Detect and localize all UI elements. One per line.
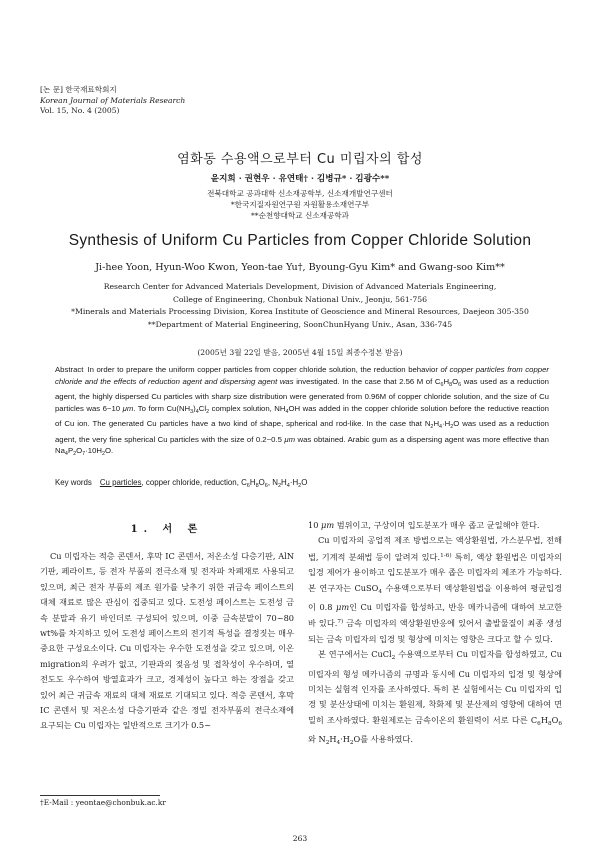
text: Cu 미립자의 공업적 제조 방법으로는 액상환원법, 가스분무법, 전해법, 기계적 분쇄법 등이 알려져 있다. [308,535,562,562]
unit-micrometer: μm [321,520,335,530]
subscript: 2 [206,408,210,415]
english-authors: Ji-hee Yoon, Hyun-Woo Kwon, Yeon-tae Yu†, Byoung-Gyu Kim* and Gwang-soo Kim** [95,262,505,273]
keywords-text: , N [267,478,278,487]
subscript: 4 [195,408,199,415]
subscript: 4 [286,483,290,489]
subscript: 6 [558,720,562,727]
subscript: 2 [73,451,77,457]
korean-authors: 윤지희 · 권현우 · 유연태† · 김병규* · 김광수** [210,174,390,184]
subscript: 4 [285,408,289,415]
citation: 1-6) [440,552,452,559]
text: O [551,714,559,725]
text: 수용액으로부터 액상환원법을 이용하여 평균입경이 0.8 [308,582,562,613]
unit-micrometer: μm [284,434,296,444]
abstract-text: O [452,376,459,386]
paragraph [308,647,562,751]
subscript: 2 [391,655,396,662]
journal-header [40,85,185,117]
keywords [55,478,549,489]
text: H [329,734,337,745]
abstract-text: was obtained. Arabic gum as a dispersing agent was more effective than Na [55,434,549,455]
journal-name-kr: [논 문] 한국재료학회지 [40,85,117,94]
korean-affiliation-3: **순천향대학교 신소재공학과 [250,211,350,220]
text: 금속 미립자의 액상환원반응에 있어서 출발물질이 최종 생성되는 금속 미립자의 입경 및 형상에 미치는 영향은 크다고 할 수 있다. [308,618,562,644]
subscript: 4 [336,740,341,747]
text: 본 연구에서는 CuCl [318,649,392,660]
abstract-label: Abstract [55,365,84,374]
footnote-email: †E-Mail : yeontae@chonbuk.ac.kr [40,798,166,807]
keywords-text: ·H [289,478,299,487]
abstract-text: ·10H [85,446,102,455]
unit-micrometer: μm [122,403,134,413]
text: 수용액으로부터 Cu 미립자를 합성하였고, Cu 미립자의 형성 메카니즘의 규명과 동시에 Cu 미립자의 입경 및 형상에 미치는 실험적 인자를 조사하였다. 특히 본 실험에서는 Cu 미립자의 입경 및 분산상태에 미치는 환원제, 착화제 및 분산제의 영향에 대하여 면밀히 조사하였다. 환원제로는 금속이온의 환원력이 서로 다른 C [308,649,562,725]
subscript: 2 [430,424,434,430]
subscript: 3 [190,408,194,415]
subscript: 2 [450,424,454,430]
text: 와 N [308,734,326,745]
abstract-text: complex solution, NH [209,403,286,413]
abstract-text: Cl [198,403,207,413]
korean-affiliations [0,188,600,221]
page-number: 263 [292,834,308,843]
journal-volume: Vol. 15, No. 4 (2005) [40,106,120,115]
subscript: 4 [64,451,68,457]
abstract-text: ) [193,403,196,413]
subscript: 8 [449,381,453,388]
text: ·H [340,734,350,745]
abstract-text: In order to prepare the uniform copper particles from copper chloride solution, the reduction behavior [87,365,438,374]
keywords-label: Key words [55,478,92,487]
english-title: Synthesis of Uniform Cu Particles from Copper Chloride Solution [68,232,532,249]
english-affiliation-4: **Department of Material Engineering, SoonChunHyang Univ., Asan, 336-745 [147,319,453,329]
subscript: 2 [298,483,302,489]
left-column [40,549,294,734]
subscript: 6 [440,381,444,388]
english-affiliation-2: College of Engineering, Chonbuk National Univ., Jeonju, 561-756 [172,294,428,304]
subscript: 8 [255,483,259,489]
english-affiliations [0,281,600,331]
abstract-text: H [443,376,450,386]
abstract-text: O [76,446,83,455]
abstract-text: was used as a reduction agent, the highly dispersed Cu particles with sharp size distribution were generated from 0.96M of copper chloride solution, and the size of Cu particles was 6~10 [55,376,549,413]
subscript: 2 [325,740,330,747]
korean-affiliation-2: *한국지질자원연구원 자원활용소재연구부 [230,200,370,209]
keywords-text: O [301,478,308,487]
abstract-text: ·H [442,419,451,428]
subscript: 2 [349,740,354,747]
abstract [55,364,549,461]
paragraph [308,533,562,647]
citation: 7) [337,619,344,626]
subscript: 8 [547,720,552,727]
text: 특히, 액상 환원법은 미립자의 입경 제어가 용이하고 입도분포가 매우 좁은 미립자의 제조가 가능하다. 본 연구자는 CuSO [308,551,562,593]
subscript: 4 [378,588,383,595]
abstract-text: OH was added in the copper chloride solution before the reductive reaction of Cu ion. The generated Cu particles have a two kind of shape, spherical and rod-like. In the case that N [55,403,549,428]
subscript: 6 [246,483,250,489]
subscript: 2 [101,451,105,457]
subscript: 6 [264,483,268,489]
subscript: 6 [537,720,541,727]
abstract-text: O. [105,446,114,455]
korean-title: 염화동 수용액으로부터 Cu 미립자의 합성 [177,152,423,167]
text: 인 Cu 미립자를 합성하고, 반응 메카니즘에 대하여 보고한 바 있다. [308,602,562,629]
subscript: 2 [277,483,282,489]
section-title: 1. 서 론 [130,524,204,535]
unit-micrometer: μm [336,602,350,613]
keywords-text: H [249,478,256,487]
subscript: 4 [439,424,443,430]
subscript: 7 [82,451,86,457]
journal-name-en: Korean Journal of Materials Research [40,95,186,105]
text: H [540,714,548,725]
keyword-link: Cu particles [99,478,142,487]
keywords-text: H [281,478,287,487]
abstract-text: . To form Cu(NH [133,403,191,413]
abstract-text: investigated. In the case that 2.56 M of C [296,376,441,386]
english-affiliation-3: *Minerals and Materials Processing Division, Korea Institute of Geoscience and Mineral Resources, Daejeon 305-350 [71,307,529,316]
footnote-rule [40,795,160,796]
abstract-text: H [433,419,440,428]
english-affiliation-1: Research Center for Advanced Materials Development, Division of Advanced Materials Engineering, [103,282,497,291]
abstract-text-italic: of copper particles from copper chloride and the effects of reduction agent and dispersing agent was [55,365,549,386]
right-column [308,518,562,752]
abstract-text: O was used as a reduction agent, the very fine spherical Cu particles with the size of 0.2~0.5 [55,419,549,444]
paragraph [308,518,562,533]
text: 10 [308,520,322,530]
paragraph: Cu 미립자는 적층 콘덴서, 후막 IC 콘덴서, 저온소성 다층기판, AlN 기판, 페라이트, 등 전자 부품의 전극소재 및 전자파 차폐재로 사용되고 있으며, 최근 전자 부품의 제조 원가를 낮추기 위한 귀금속 페이스트의 대체 재료로 많은 관심이 집중되고 있다. 도전성 페이스트는 도전성 금속 분말과 유기 바인더로 구성되어 있으며, 이중 금속분말이 70~80 wt%를 차지하고 있어 도전성 페이스트의 전기적 특성을 결정짓는 매우 중요한 구성요소이다. Cu 미립자는 우수한 도전성을 갖고 있으며, 이온 migration의 우려가 없고, 기판과의 젖음성 및 접착성이 우수하며, 열전도도 우수하여 방열효과가 크고, 경제성이 높다고 하는 장점을 갖고 있어 최근 귀금속 재료의 대체 재료로 기대되고 있다. 적층 콘덴서, 후막 IC 콘덴서 및 저온소성 다층기판과 같은 정밀 전자부품의 전극소재에 요구되는 Cu 미립자는 일반적으로 크기가 0.5~ [40,551,294,731]
subscript: 6 [458,381,462,388]
text: 범위이고, 구상이며 입도분포가 매우 좁고 균일해야 한다. [334,520,540,530]
text: O를 사용하였다. [353,734,413,745]
keywords-text: , copper chloride, reduction, C [141,478,247,487]
keywords-text: O [258,478,265,487]
received-dates: (2005년 3월 22일 받음, 2005년 4월 15일 최종수정본 받음) [197,348,403,357]
abstract-text: P [67,446,74,455]
korean-affiliation-1: 전북대학교 공과대학 신소재공학부, 신소재개발연구센터 [207,189,393,198]
